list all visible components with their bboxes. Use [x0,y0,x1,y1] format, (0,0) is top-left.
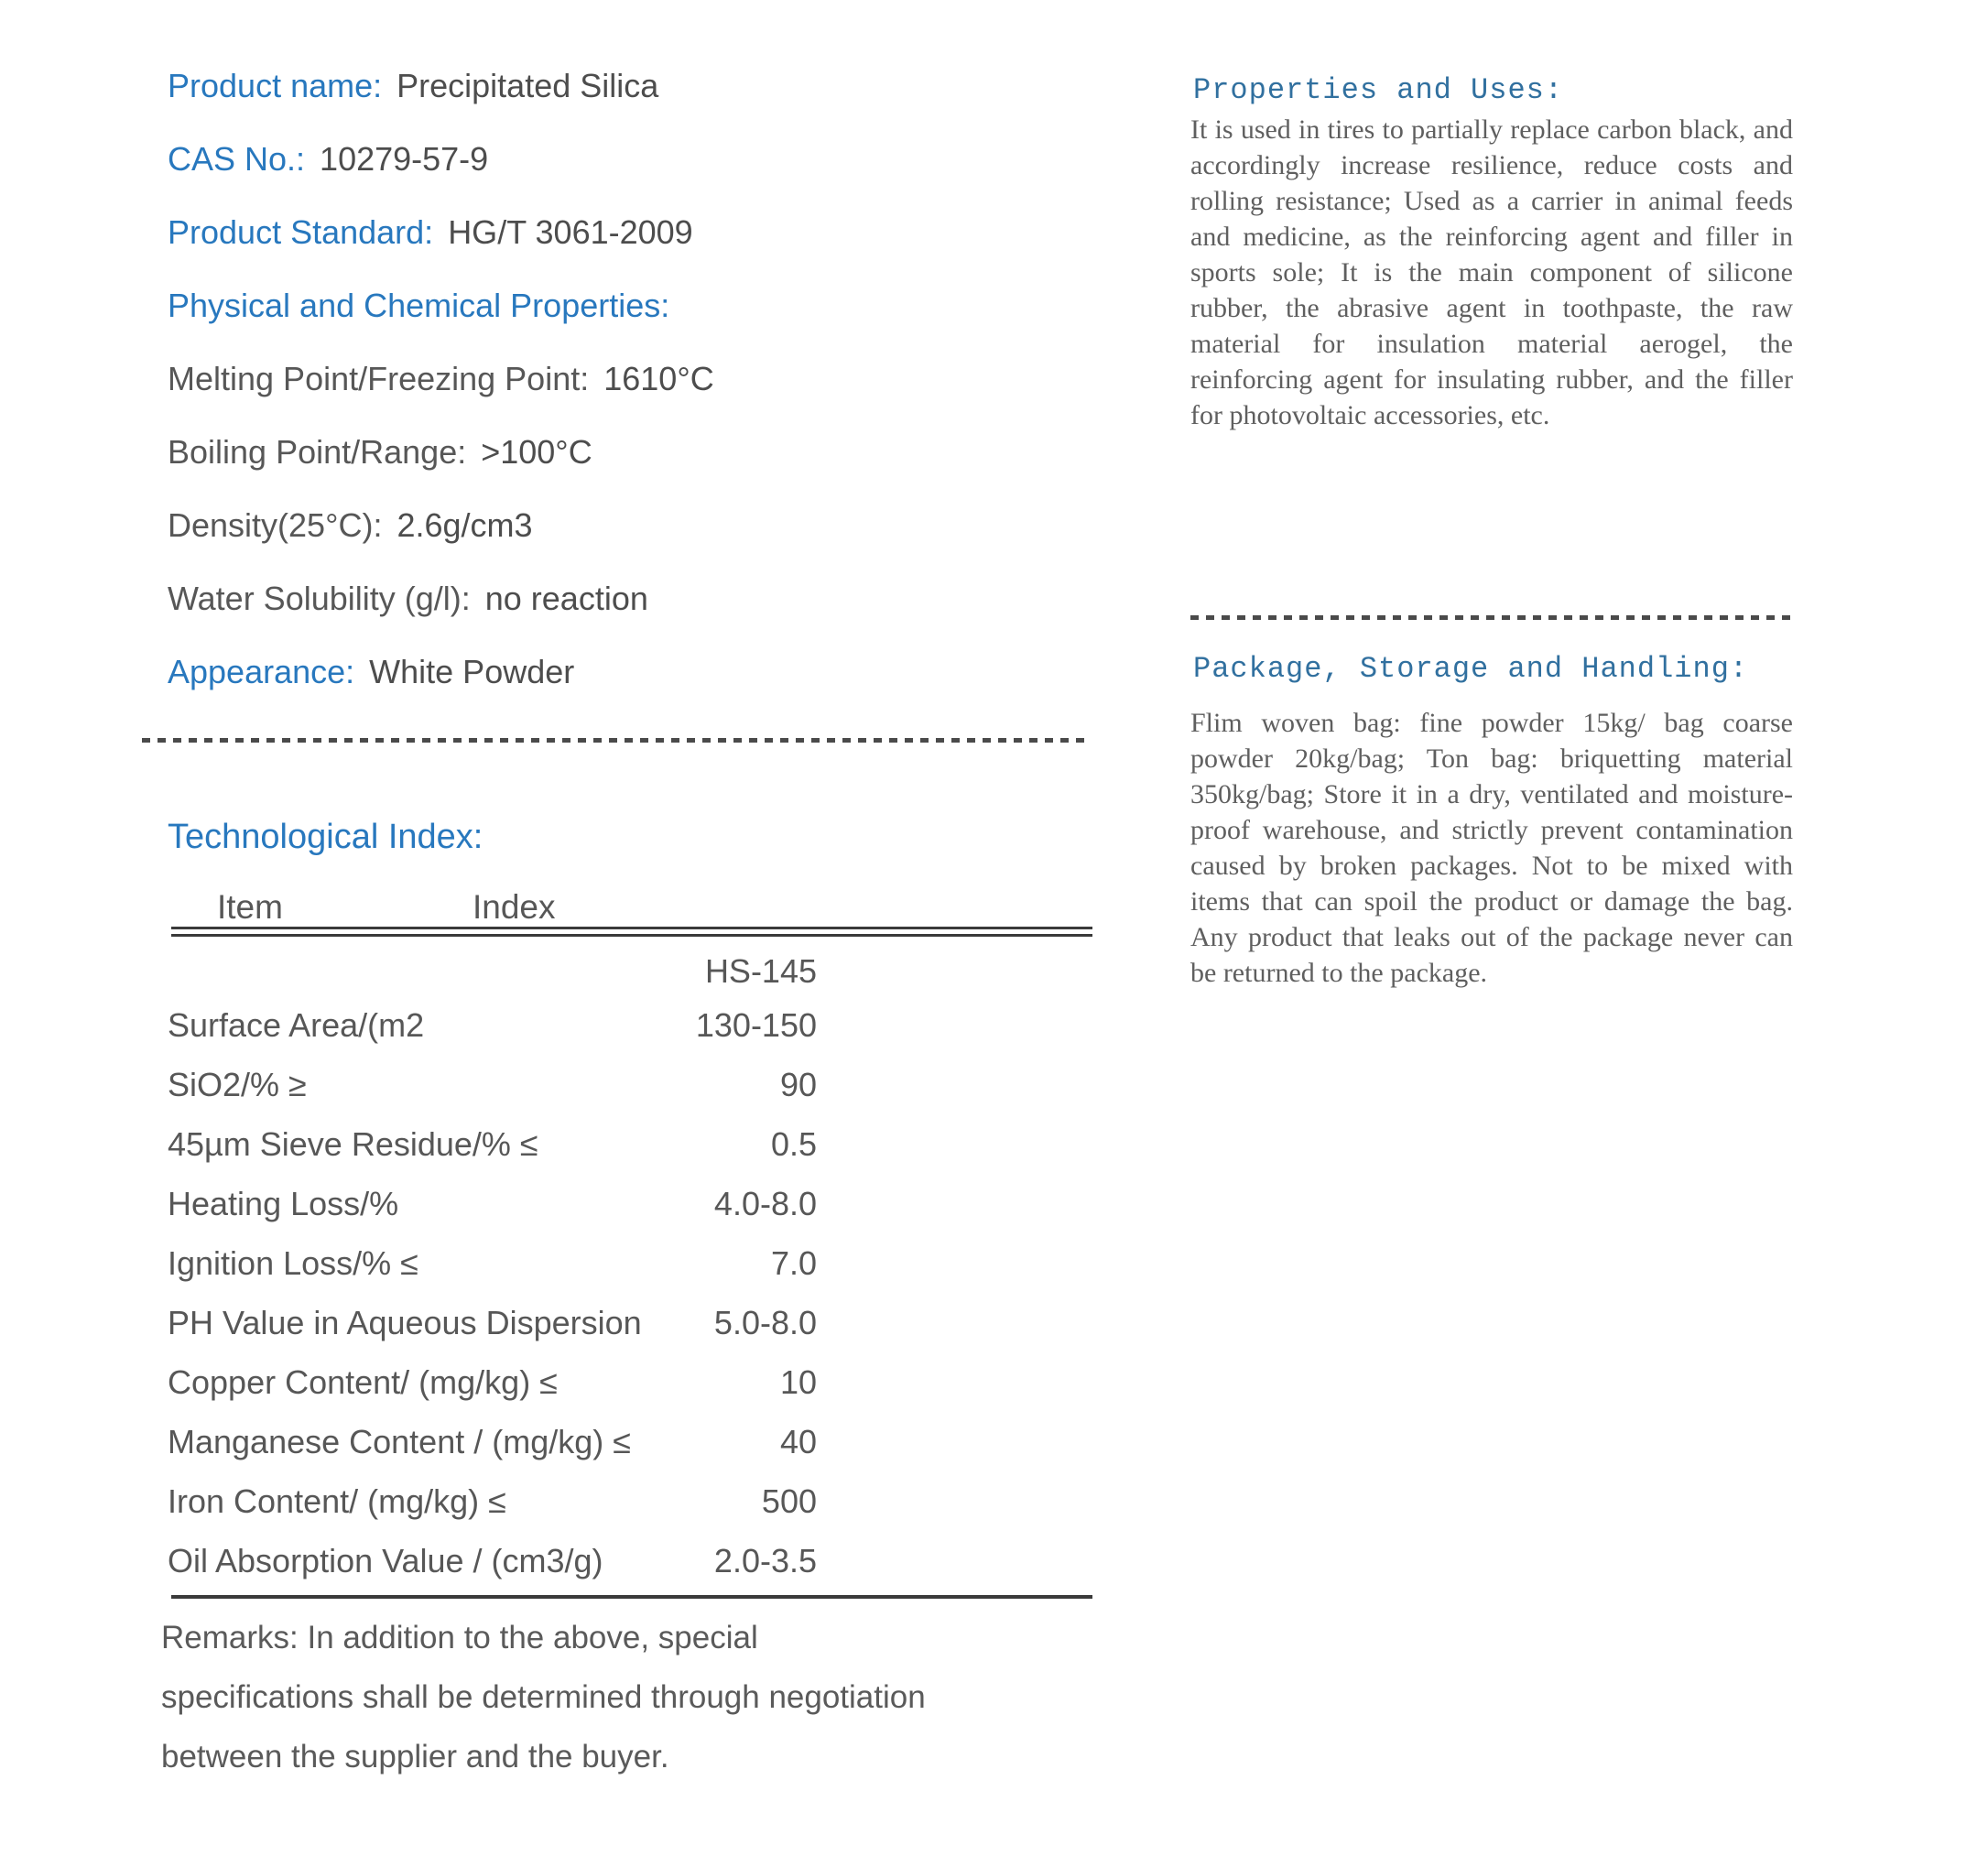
package-storage-heading: Package, Storage and Handling: [1193,652,1749,686]
grade-value: HS-145 [704,952,817,990]
properties-uses-heading: Properties and Uses: [1193,73,1564,107]
properties-field-list [168,66,714,725]
field-appearance [168,652,714,725]
field-label: CAS No.: [168,140,306,178]
item-label: Oil Absorption Value / (cm3/g) [168,1542,603,1579]
field-label: Density(25°C): [168,506,383,544]
index-value: 90 [779,1066,817,1103]
heading-physical-chemical-properties [168,286,714,359]
table-body [168,1005,817,1601]
field-value: 1610°C [603,360,714,397]
field-label: Appearance: [168,653,355,690]
properties-uses-body: It is used in tires to partially replace carbon black, and accordingly increase resilience, reduce costs and rolling resistance; Used as a carrier in animal feeds and medicine, as the reinforcing agent and filler in sports sole; It is the main component of silicone rubber, the abrasive agent in toothpaste, the raw material for insulation material aerogel, the reinforcing agent for insulating rubber, and the filler for photovoltaic accessories, etc. [1190,114,1793,430]
table-row [168,1124,817,1184]
field-label: Water Solubility (g/l): [168,580,471,617]
field-value: White Powder [369,653,575,690]
table-row [168,1362,817,1422]
field-cas-no [168,139,714,212]
field-value: 2.6g/cm3 [397,506,533,544]
table-row [168,1243,817,1303]
index-value: 7.0 [770,1244,817,1282]
column-header-item: Item [217,888,283,926]
index-value: 10 [779,1363,817,1401]
field-value: no reaction [484,580,648,617]
index-value: 2.0-3.5 [713,1542,817,1579]
field-label: Product name: [168,67,383,104]
item-label: SiO2/% ≥ [168,1066,307,1103]
field-label: Melting Point/Freezing Point: [168,360,590,397]
dashed-divider-left [142,738,1090,743]
item-label: PH Value in Aqueous Dispersion [168,1304,642,1341]
item-label: Heating Loss/% [168,1185,399,1222]
item-label: Manganese Content / (mg/kg) ≤ [168,1423,632,1460]
package-storage-body: Flim woven bag: fine powder 15kg/ bag coarse powder 20kg/bag; Ton bag: briquetting material 350kg/bag; Store it in a dry, ventilated and moisture-proof warehouse, and strictly prevent contamination caused by broken packages. Not to be mixed with items that can spoil the product or damage the bag. Any product that leaks out of the package never can be returned to the package. [1190,708,1793,988]
field-water-solubility [168,579,714,652]
field-boiling-point [168,432,714,505]
table-row [168,1184,817,1243]
table-double-rule [171,927,1092,937]
index-value: 4.0-8.0 [713,1185,817,1222]
field-value: HG/T 3061-2009 [448,213,693,251]
table-row [168,1065,817,1124]
field-label: Boiling Point/Range: [168,433,467,471]
dashed-divider-right [1190,615,1792,620]
index-value: 500 [761,1482,817,1520]
index-value: 130-150 [695,1006,817,1044]
field-product-name [168,66,714,139]
field-product-standard [168,212,714,286]
index-value: 5.0-8.0 [713,1304,817,1341]
item-label: Copper Content/ (mg/kg) ≤ [168,1363,558,1401]
field-label: Product Standard: [168,213,434,251]
item-label: 45µm Sieve Residue/% ≤ [168,1125,538,1163]
field-melting-point [168,359,714,432]
index-value: 40 [779,1423,817,1460]
table-row [168,1541,817,1601]
field-label: Physical and Chemical Properties: [168,287,670,324]
item-label: Surface Area/(m2 [168,1006,425,1044]
field-value: Precipitated Silica [397,67,659,104]
field-value: >100°C [481,433,592,471]
column-header-index: Index [473,888,556,926]
index-value: 0.5 [770,1125,817,1163]
table-bottom-rule [171,1595,1092,1599]
field-value: 10279-57-9 [320,140,489,178]
table-row [168,1482,817,1541]
field-density [168,505,714,579]
table-row [168,1005,817,1065]
remarks-text: Remarks: In addition to the above, special specifications shall be determined through negotiation between the supplier and the buyer. [161,1620,926,1775]
item-label: Ignition Loss/% ≤ [168,1244,418,1282]
table-row [168,1303,817,1362]
item-label: Iron Content/ (mg/kg) ≤ [168,1482,506,1520]
table-row [168,1422,817,1482]
tech-index-heading: Technological Index: [168,818,483,856]
